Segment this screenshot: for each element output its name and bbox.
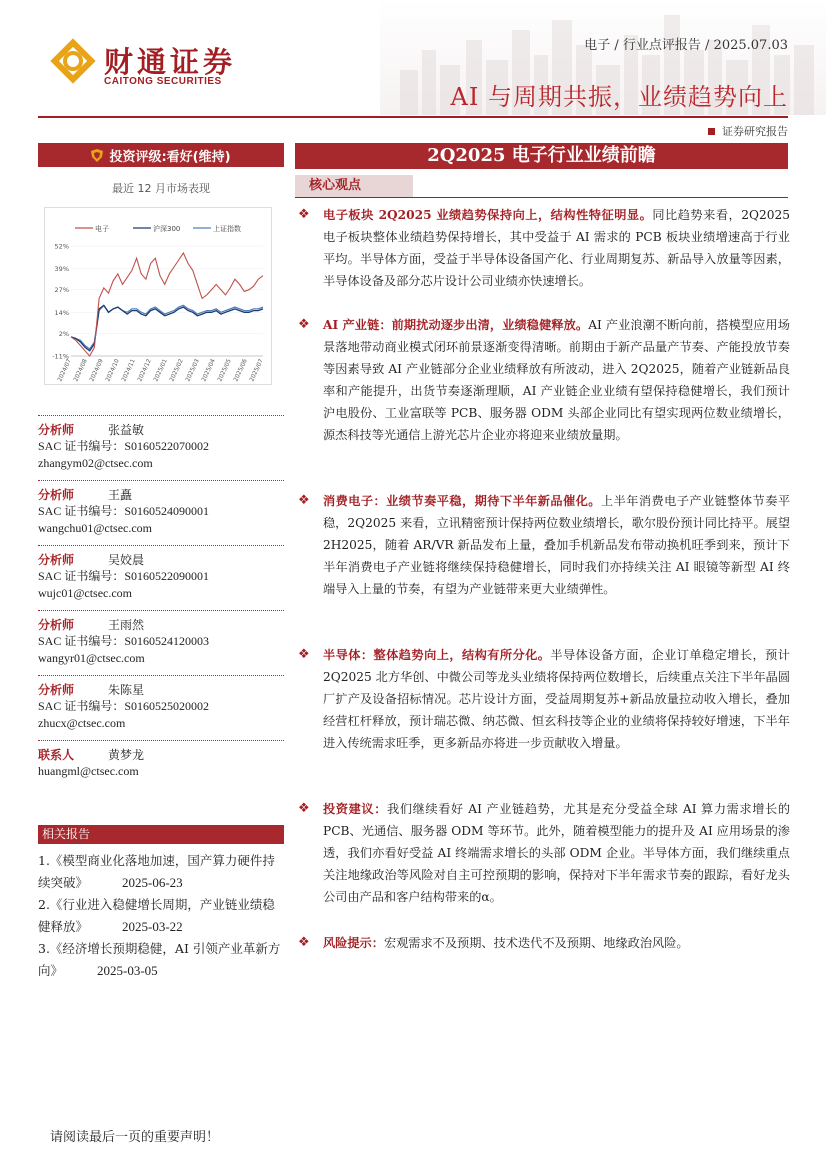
related-report-date: 2025-06-23 [122, 875, 183, 890]
x-tick-label: 2024/10 [105, 358, 121, 383]
analyst-name: 吴姣晨 [108, 553, 145, 567]
diamond-bullet-icon: ❖ [298, 493, 310, 508]
core-view-paragraph [298, 491, 790, 601]
y-tick-label: -11% [52, 352, 69, 361]
analyst-email[interactable]: zhucx@ctsec.com [38, 716, 126, 730]
legend-label: 沪深300 [153, 225, 181, 233]
y-tick-label: 39% [54, 265, 69, 274]
paragraph-body: 半导体设备方面，企业订单稳定增长，预计 2Q2025 北方华创、中微公司等龙头业绩将保持两位数增长，后续重点关注下半年晶圆厂扩产及设备招标情况。芯片设计方面，受益周期复苏+新品放量拉动收入增长，叠加经营杠杆释放，预计瑞芯微、纳芯微、恒玄科技等企业的业绩将保持较好增速，下半年进入传统需求旺季，更多新品亦将进一步贡献收入增量。 [323, 648, 791, 750]
logo-chinese-name: 财通证券 [104, 45, 237, 79]
core-view-paragraph [298, 933, 790, 955]
x-tick-label: 2025/07 [249, 358, 265, 383]
diamond-bullet-icon: ❖ [298, 935, 310, 950]
paragraph-body: 上半年消费电子产业链整体节奏平稳，2Q2025 来看，立讯精密预计保持两位数业绩增长，歌尔股份预计同比持平。展望 2H2025，随着 AR/VR 新品发布上量，叠加手机新品发布带动换机旺季到来，预计下半年消费电子产业链将继续保持稳健增长，同时我们亦持续关注 AI 眼镜等新型 AI 终端导入上量的节奏，有望为产业链带来更大业绩弹性。 [323, 494, 791, 596]
related-report-item[interactable] [38, 850, 284, 894]
core-views-divider [295, 197, 788, 198]
analyst-name: 朱陈星 [108, 683, 145, 697]
rating-bar [38, 143, 284, 167]
paragraph-lead: 半导体：整体趋势向上，结构有所分化。 [323, 648, 551, 662]
related-report-title: 2.《行业进入稳健增长周期，产业链业绩稳健释放》 [38, 897, 275, 934]
y-tick-label: 27% [54, 286, 69, 295]
y-tick-label: 2% [58, 329, 69, 338]
report-slogan: AI 与周期共振，业绩趋势向上 [450, 83, 788, 111]
x-tick-label: 2025/02 [169, 358, 185, 383]
analyst-email[interactable]: wangyr01@ctsec.com [38, 651, 145, 665]
x-tick-label: 2024/09 [89, 358, 105, 383]
report-title: 2Q2025 电子行业业绩前瞻 [295, 143, 788, 169]
paragraph-body: 宏观需求不及预期、技术迭代不及预期、地缘政治风险。 [383, 936, 689, 950]
market-performance-chart [44, 207, 272, 385]
shield-icon [91, 149, 103, 162]
chart-canvas [45, 208, 273, 386]
analyst-list [38, 415, 284, 780]
related-report-title: 1.《模型商业化落地加速，国产算力硬件持续突破》 [38, 853, 275, 890]
paragraph-body: 同比趋势来看，2Q2025 电子板块整体业绩趋势保持增长，其中受益于 AI 需求的 PCB 板块业绩增速高于行业平均。半导体方面，受益于半导体设备国产化、行业周期复苏、新品导入放量等因素，半导体设备及部分芯片设计公司业绩亦快速增长。 [323, 208, 790, 288]
analyst-name: 张益敏 [108, 423, 145, 437]
market-performance-title: 最近 12 月市场表现 [112, 182, 210, 195]
contact-email[interactable]: huangml@ctsec.com [38, 764, 139, 778]
analyst-role: 分析师 [38, 553, 75, 567]
contact-name: 黄梦龙 [108, 748, 145, 762]
rating-text: 投资评级:看好(维持) [109, 149, 231, 165]
x-tick-label: 2025/01 [153, 358, 169, 383]
x-tick-label: 2025/05 [217, 358, 233, 383]
related-reports-header: 相关报告 [38, 825, 284, 844]
logo-english-name: CAITONG SECURITIES [104, 76, 222, 87]
analyst-card [38, 675, 284, 740]
diamond-bullet-icon: ❖ [298, 317, 310, 332]
analyst-role: 分析师 [38, 488, 75, 502]
analyst-role: 分析师 [38, 423, 75, 437]
y-tick-label: 14% [54, 308, 69, 317]
core-view-paragraph [298, 315, 790, 446]
analyst-sac: SAC 证书编号：S0160524120003 [38, 634, 210, 648]
analyst-email[interactable]: wujc01@ctsec.com [38, 586, 133, 600]
core-view-paragraph [298, 205, 790, 293]
series-line-sse [71, 305, 263, 349]
diamond-bullet-icon: ❖ [298, 801, 310, 816]
x-tick-label: 2024/07 [57, 358, 73, 383]
related-report-item[interactable] [38, 938, 284, 982]
analyst-name: 王雨然 [108, 618, 145, 632]
core-view-paragraph [298, 645, 790, 755]
contact-role: 联系人 [38, 748, 75, 762]
footer-notice: 请阅读最后一页的重要声明！ [50, 1130, 220, 1145]
analyst-email[interactable]: wangchu01@ctsec.com [38, 521, 153, 535]
analyst-role: 分析师 [38, 683, 75, 697]
legend-label: 上证指数 [213, 225, 241, 233]
analyst-card [38, 415, 284, 480]
x-tick-label: 2024/11 [121, 358, 137, 383]
x-tick-label: 2025/04 [201, 358, 217, 383]
analyst-sac: SAC 证书编号：S0160522090001 [38, 569, 210, 583]
y-tick-label: 52% [54, 242, 69, 251]
analyst-card [38, 480, 284, 545]
contact-card [38, 740, 284, 780]
x-tick-label: 2024/12 [137, 358, 153, 383]
related-report-item[interactable] [38, 894, 284, 938]
analyst-sac: SAC 证书编号：S0160524090001 [38, 504, 210, 518]
analyst-card [38, 545, 284, 610]
caitong-logo-icon [50, 38, 96, 84]
related-report-date: 2025-03-22 [122, 919, 183, 934]
related-report-title: 3.《经济增长预期稳健，AI 引领产业革新方向》 [38, 941, 281, 978]
paragraph-lead: 消费电子：业绩节奏平稳，期待下半年新品催化。 [323, 494, 601, 508]
report-meta: 电子 / 行业点评报告 / 2025.07.03 [584, 38, 788, 53]
related-report-date: 2025-03-05 [97, 963, 158, 978]
paragraph-body: 我们继续看好 AI 产业链趋势，尤其是充分受益全球 AI 算力需求增长的 PCB、光通信、服务器 ODM 等环节。此外，随着模型能力的提升及 AI 应用场景的渗透，我们亦看好受益 AI 终端需求增长的头部 ODM 企业。半导体方面，我们继续重点关注地缘政治等风险对自主可控预期的影响，保持对下半年需求节奏的跟踪，看好龙头公司由产品和客户结构带来的α。 [323, 802, 791, 904]
x-tick-label: 2025/03 [185, 358, 201, 383]
analyst-sac: SAC 证书编号：S0160525020002 [38, 699, 210, 713]
diamond-bullet-icon: ❖ [298, 207, 310, 222]
core-view-paragraph [298, 799, 790, 909]
analyst-name: 王矗 [108, 488, 133, 502]
related-reports-list [38, 850, 284, 982]
paragraph-lead: 投资建议： [323, 802, 388, 816]
header-divider [38, 116, 788, 118]
analyst-email[interactable]: zhangym02@ctsec.com [38, 456, 153, 470]
analyst-card [38, 610, 284, 675]
document-type: 证券研究报告 [708, 123, 788, 139]
core-views-tab: 核心观点 [295, 175, 413, 197]
x-tick-label: 2025/06 [233, 358, 249, 383]
paragraph-lead: 电子板块 2Q2025 业绩趋势保持向上，结构性特征明显。 [323, 208, 653, 222]
paragraph-lead: 风险提示： [323, 936, 384, 950]
x-tick-label: 2024/08 [73, 358, 89, 383]
analyst-role: 分析师 [38, 618, 75, 632]
paragraph-lead: AI 产业链：前期扰动逐步出清，业绩稳健释放。 [323, 318, 589, 332]
diamond-bullet-icon: ❖ [298, 647, 310, 662]
analyst-sac: SAC 证书编号：S0160522070002 [38, 439, 210, 453]
paragraph-body: AI 产业浪潮不断向前，搭模型应用场景落地带动商业模式闭环前景逐渐变得清晰。前期由于新产品量产节奏、产能投放节奏等因素导致 AI 产业链部分企业业绩释放有所波动，进入 2Q2025，随着产业链新品良率和产能提升，出货节奏逐渐理顺，AI 产业链企业业绩有望保持稳健增长，我们预计沪电股份、工业富联等 PCB、服务器 ODM 头部企业同比有望实现两位数业绩增长，源杰科技等光通信上游光芯片企业亦将迎来业绩放量期。 [323, 318, 790, 442]
legend-label: 电子 [95, 225, 109, 233]
